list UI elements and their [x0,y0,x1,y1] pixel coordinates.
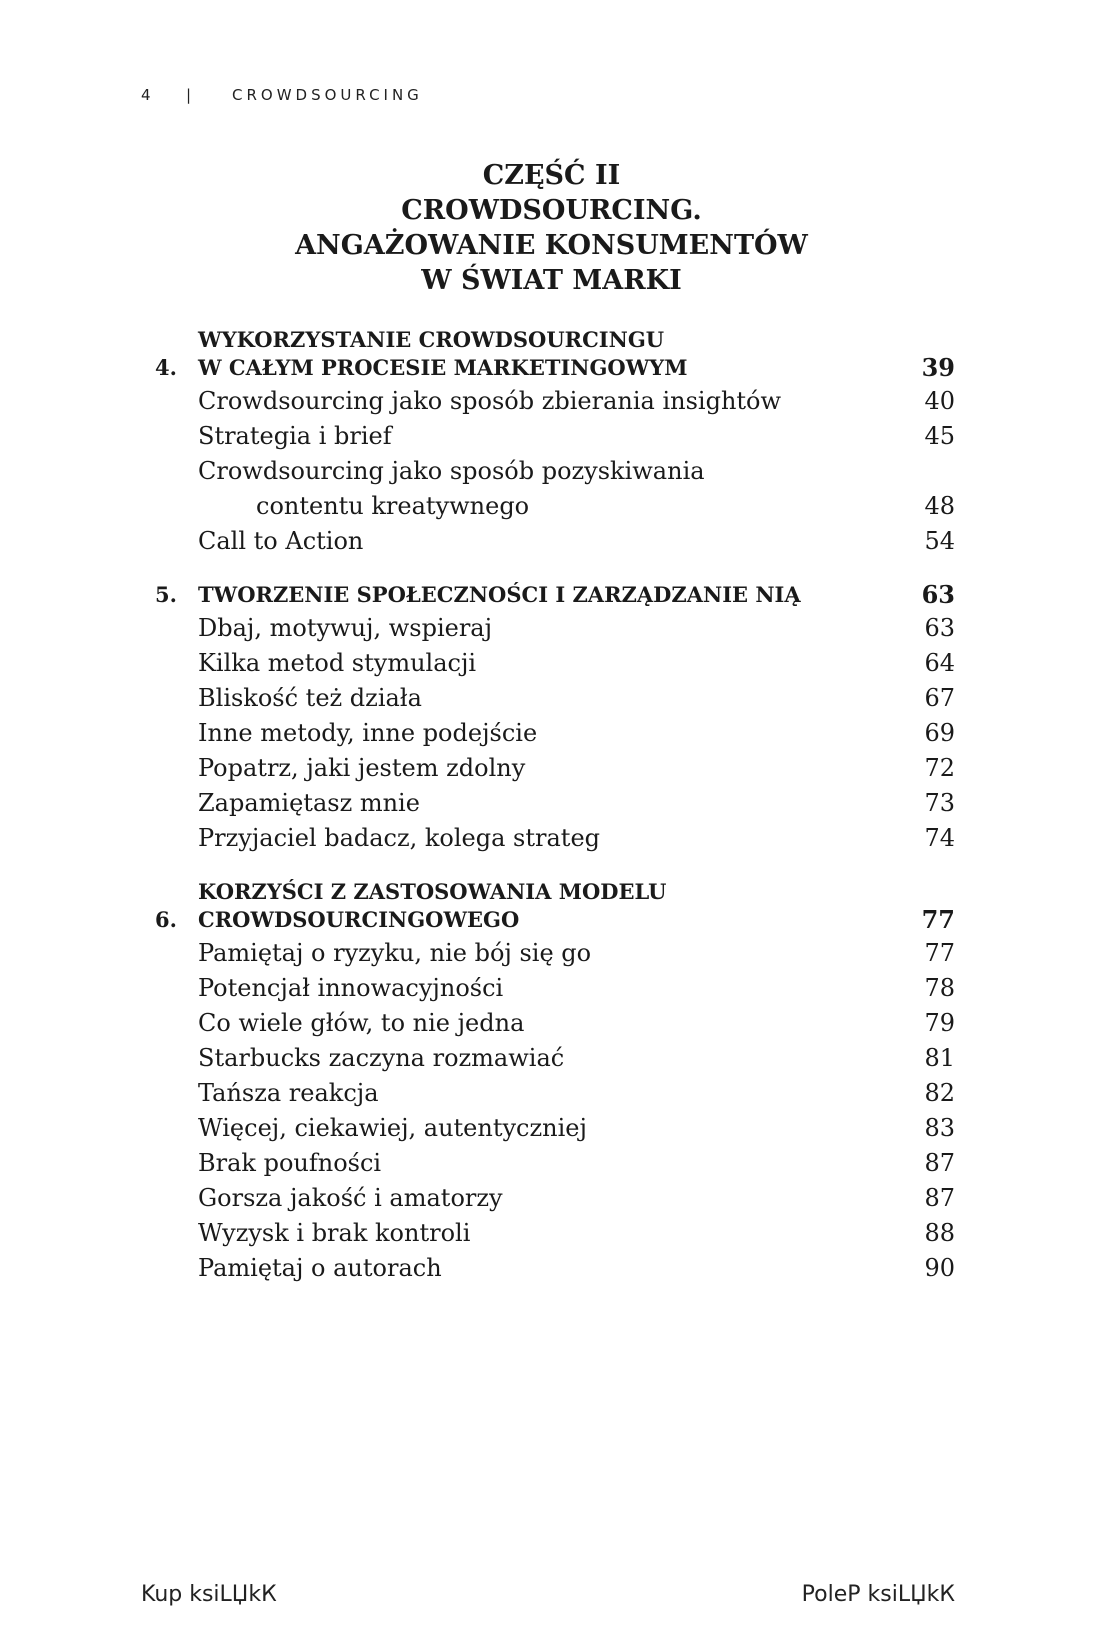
entry-page: 87 [924,1184,955,1212]
entry-page: 78 [924,974,955,1002]
part-title-line: CZĘŚĆ II [482,160,621,191]
entry-title: Pamiętaj o ryzyku, nie bój się go [198,939,592,967]
chapter-heading[interactable] [155,581,955,611]
chapter-number: 5. [155,582,177,607]
chapter-title-line: KORZYŚCI Z ZASTOSOWANIA MODELU [198,879,667,904]
chapter-number: 6. [155,907,177,932]
entry-page: 88 [924,1219,955,1247]
toc-entry[interactable] [155,454,955,524]
entry-title-continuation: contentu kreatywnego [256,492,530,520]
header-page-number: 4 [141,86,151,104]
entry-title: Pamiętaj o autorach [198,1254,442,1282]
entry-page: 54 [924,527,955,555]
part-title [0,158,1103,298]
part-title-line: CROWDSOURCING. [401,195,702,226]
running-header [141,86,423,104]
entry-title [155,454,875,524]
entry-title: Starbucks zaczyna rozmawiać [198,1044,565,1072]
toc-entry[interactable] [155,1111,955,1146]
chapter-title [198,326,875,382]
chapter-heading[interactable] [155,878,955,936]
chapter-page: 63 [921,580,955,609]
entry-title: Zapamiętasz mnie [198,789,420,817]
entry-page: 67 [924,684,955,712]
chapter-title-line: W CAŁYM PROCESIE MARKETINGOWYM [198,355,688,380]
toc-entry[interactable] [155,751,955,786]
toc-entry[interactable] [155,681,955,716]
toc-entry[interactable] [155,1076,955,1111]
chapter-number: 4. [155,355,177,380]
chapter-title-line: WYKORZYSTANIE CROWDSOURCINGU [198,327,665,352]
entry-title: Popatrz, jaki jestem zdolny [198,754,526,782]
toc-entry[interactable] [155,971,955,1006]
chapter-4 [155,326,955,559]
entry-title: Przyjaciel badacz, kolega strateg [198,824,601,852]
chapter-heading[interactable] [155,326,955,384]
toc-entry[interactable] [155,1181,955,1216]
chapter-page: 77 [921,905,955,934]
part-title-line: ANGAŻOWANIE KONSUMENTÓW [295,230,808,261]
entry-page: 87 [924,1149,955,1177]
entry-page: 69 [924,719,955,747]
toc-entry[interactable] [155,646,955,681]
entry-title: Dbaj, motywuj, wspieraj [198,614,493,642]
entry-page: 82 [924,1079,955,1107]
entry-page: 45 [924,422,955,450]
entry-title-line: Crowdsourcing jako sposób pozyskiwania [198,457,705,485]
toc-entry[interactable] [155,786,955,821]
entry-title: Co wiele głów, to nie jedna [198,1009,525,1037]
entry-title: Więcej, ciekawiej, autentyczniej [198,1114,587,1142]
entry-page: 77 [924,939,955,967]
recommend-book-link[interactable]: PoleP ksiLЏkК [801,1582,955,1607]
header-separator: | [186,86,192,104]
chapter-title-line: CROWDSOURCINGOWEGO [198,907,520,932]
toc-entry[interactable] [155,1251,955,1286]
entry-page: 79 [924,1009,955,1037]
toc-entry[interactable] [155,1216,955,1251]
entry-page: 63 [924,614,955,642]
header-running-title: CROWDSOURCING [232,86,423,104]
chapter-title: TWORZENIE SPOŁECZNOŚCI I ZARZĄDZANIE NIĄ [198,582,801,607]
part-title-line: W ŚWIAT MARKI [421,265,682,296]
chapter-title [198,878,875,934]
toc-entry[interactable] [155,821,955,856]
entry-page: 72 [924,754,955,782]
entry-title: Inne metody, inne podejście [198,719,538,747]
entry-title: Crowdsourcing jako sposób zbierania insightów [198,387,782,415]
toc-entry[interactable] [155,419,955,454]
entry-title: Gorsza jakość i amatorzy [198,1184,503,1212]
entry-page: 48 [924,492,955,520]
entry-page: 74 [924,824,955,852]
entry-title: Brak poufności [198,1149,382,1177]
entry-title: Call to Action [198,527,364,555]
entry-title: Kilka metod stymulacji [198,649,477,677]
buy-book-link[interactable]: Kup ksiLЏkК [141,1582,277,1607]
toc-entry[interactable] [155,1041,955,1076]
entry-title: Wyzysk i brak kontroli [198,1219,471,1247]
table-of-contents [155,326,955,1298]
entry-page: 73 [924,789,955,817]
chapter-6 [155,878,955,1286]
toc-entry[interactable] [155,384,955,419]
entry-page: 81 [924,1044,955,1072]
entry-title: Strategia i brief [198,422,392,450]
chapter-5 [155,581,955,856]
entry-page: 40 [924,387,955,415]
entry-title: Bliskość też działa [198,684,422,712]
entry-page: 64 [924,649,955,677]
toc-entry[interactable] [155,524,955,559]
toc-entry[interactable] [155,1006,955,1041]
entry-page: 90 [924,1254,955,1282]
chapter-page: 39 [921,353,955,382]
toc-entry[interactable] [155,936,955,971]
entry-title: Potencjał innowacyjności [198,974,504,1002]
toc-entry[interactable] [155,716,955,751]
toc-entry[interactable] [155,611,955,646]
entry-page: 83 [924,1114,955,1142]
entry-title: Tańsza reakcja [198,1079,379,1107]
toc-entry[interactable] [155,1146,955,1181]
